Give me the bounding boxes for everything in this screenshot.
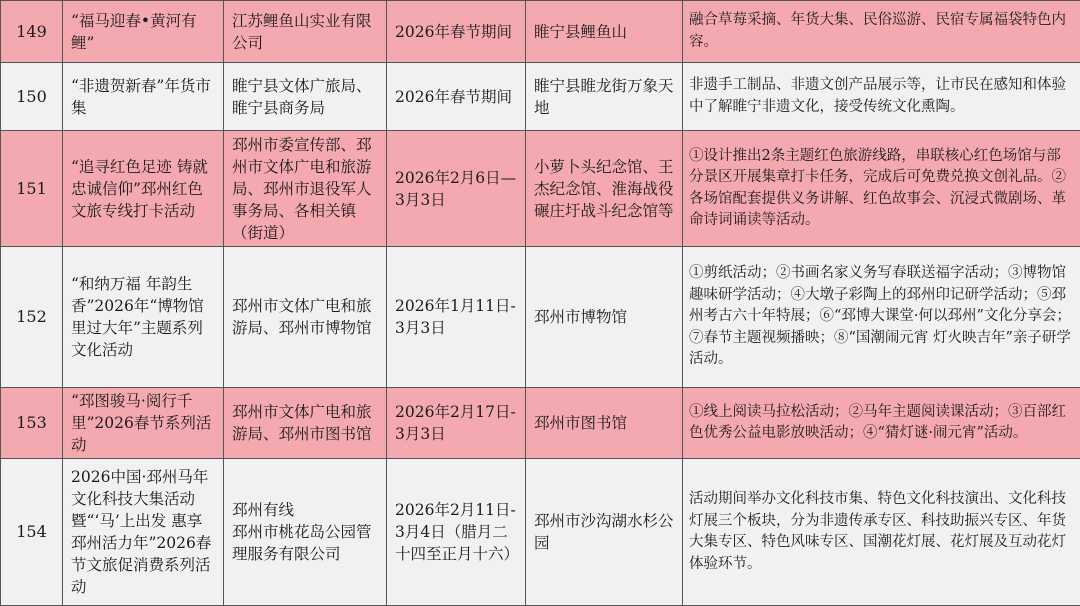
row-number: 153 xyxy=(1,388,63,459)
row-number: 149 xyxy=(1,1,63,63)
event-time: 2026年春节期间 xyxy=(387,63,526,131)
event-name: “邳图骏马·阅行千里”2026春节系列活动 xyxy=(63,388,224,459)
table-row xyxy=(1,247,1080,388)
event-place: 睢宁县鲤鱼山 xyxy=(526,1,683,63)
organizer: 睢宁县文体广旅局、睢宁县商务局 xyxy=(224,63,387,131)
event-time: 2026年2月17日-3月3日 xyxy=(387,388,526,459)
table-row xyxy=(1,459,1080,606)
row-number: 150 xyxy=(1,63,63,131)
event-name: “福马迎春•黄河有鲤” xyxy=(63,1,224,63)
event-time: 2026年2月11日-3月4日（腊月二十四至正月十六） xyxy=(387,459,526,606)
event-description: ①设计推出2条主题红色旅游线路，串联核心红色场馆与部分景区开展集章打卡任务，完成后可免费兑换文创礼品。②各场馆配套提供义务讲解、红色故事会、沉浸式微剧场、革命诗词诵读等活动。 xyxy=(683,131,1080,247)
event-time: 2026年1月11日-3月3日 xyxy=(387,247,526,388)
event-name: 2026中国·邳州马年文化科技大集活动暨“‘马’上出发 惠享邳州活力年”2026春节文旅促消费系列活动 xyxy=(63,459,224,606)
table-row xyxy=(1,1,1080,63)
organizer: 邳州市文体广电和旅游局、邳州市图书馆 xyxy=(224,388,387,459)
row-number: 151 xyxy=(1,131,63,247)
organizer: 邳州市文体广电和旅游局、邳州市博物馆 xyxy=(224,247,387,388)
event-name: “和纳万福 年韵生香”2026年“博物馆里过大年”主题系列文化活动 xyxy=(63,247,224,388)
event-place: 邳州市博物馆 xyxy=(526,247,683,388)
event-description: ①剪纸活动；②书画名家义务写春联送福字活动；③博物馆趣味研学活动；④大墩子彩陶上的邳州印记研学活动；⑤邳州考古六十年特展；⑥“邳博大课堂·何以邳州”文化分享会；⑦春节主题视频播映；⑧“国潮闹元宵 灯火映吉年”亲子研学活动。 xyxy=(683,247,1080,388)
event-place: 邳州市沙沟湖水杉公园 xyxy=(526,459,683,606)
table-row xyxy=(1,388,1080,459)
event-description: 活动期间举办文化科技市集、特色文化科技演出、文化科技灯展三个板块，分为非遗传承专区、科技助振兴专区、年货大集专区、特色风味专区、国潮花灯展、花灯展及互动花灯体验环节。 xyxy=(683,459,1080,606)
event-place: 小萝卜头纪念馆、王杰纪念馆、淮海战役碾庄圩战斗纪念馆等 xyxy=(526,131,683,247)
event-description: 融合草莓采摘、年货大集、民俗巡游、民宿专属福袋特色内容。 xyxy=(683,1,1080,63)
organizer: 江苏鲤鱼山实业有限公司 xyxy=(224,1,387,63)
organizer: 邳州有线 邳州市桃花岛公园管理服务有限公司 xyxy=(224,459,387,606)
row-number: 152 xyxy=(1,247,63,388)
event-name: “非遗贺新春”年货市集 xyxy=(63,63,224,131)
event-time: 2026年2月6日—3月3日 xyxy=(387,131,526,247)
event-name: “追寻红色足迹 铸就忠诚信仰”邳州红色文旅专线打卡活动 xyxy=(63,131,224,247)
event-place: 邳州市图书馆 xyxy=(526,388,683,459)
organizer: 邳州市委宣传部、邳州市文体广电和旅游局、邳州市退役军人事务局、各相关镇（街道） xyxy=(224,131,387,247)
table-row xyxy=(1,63,1080,131)
event-description: ①线上阅读马拉松活动；②马年主题阅读课活动；③百部红色优秀公益电影放映活动；④“猜灯谜·闹元宵”活动。 xyxy=(683,388,1080,459)
event-description: 非遗手工制品、非遗文创产品展示等，让市民在感知和体验中了解睢宁非遗文化，接受传统文化熏陶。 xyxy=(683,63,1080,131)
event-place: 睢宁县睢龙街万象天地 xyxy=(526,63,683,131)
row-number: 154 xyxy=(1,459,63,606)
table-row xyxy=(1,131,1080,247)
event-time: 2026年春节期间 xyxy=(387,1,526,63)
